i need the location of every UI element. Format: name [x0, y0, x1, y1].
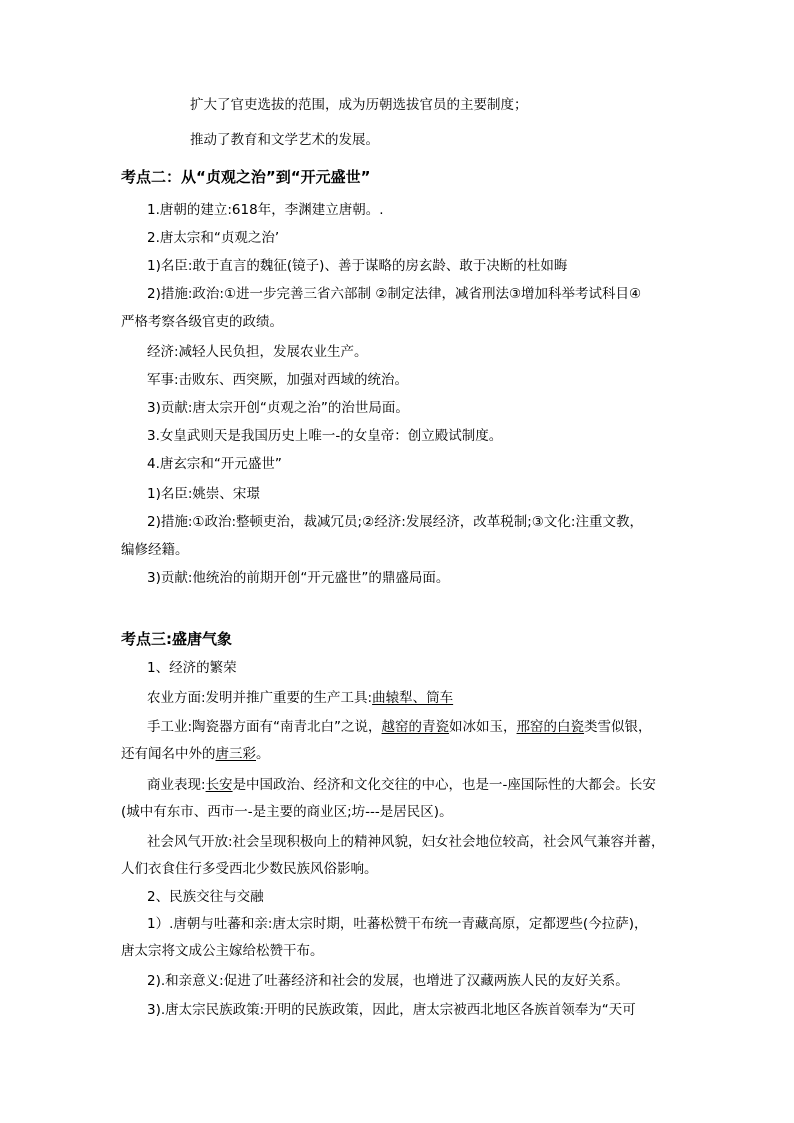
- society-line-2: 人们衣食住行多受西北少数民族风俗影响。: [121, 861, 378, 877]
- craft-text: 手工业:陶瓷器方面有“南青北白”之说，: [147, 719, 382, 735]
- craft-text: 类雪似银，: [584, 719, 652, 735]
- s2-line: 2)措施:政治:①进一步完善三省六部制 ②制定法律，减省刑法③增加科举考试科目④: [147, 286, 642, 302]
- craft-text: 如冰如玉，: [449, 719, 517, 735]
- s2-line: 2.唐太宗和“贞观之治’: [147, 230, 280, 246]
- agri-tools: 曲辕犁、筒车: [372, 690, 454, 706]
- yue-kiln: 越窑的青瓷: [381, 719, 450, 735]
- s2-line: 1)名臣:姚崇、宋璟: [147, 486, 260, 502]
- s3-line: 唐太宗将文成公主嫁给松赞干布。: [121, 943, 324, 959]
- agriculture-line: [147, 689, 453, 707]
- s2-line: 3)贡献:他统治的前期开创“开元盛世”的鼎盛局面。: [147, 570, 450, 586]
- craft-line-2: [121, 745, 270, 763]
- s2-line: 3)贡献:唐太宗开创“贞观之治”的治世局面。: [147, 400, 409, 416]
- commerce-line-1: [147, 776, 656, 794]
- s2-line: 1)名臣:敢于直言的魏征(镜子)、善于谋略的房玄龄、敢于决断的杜如晦: [147, 258, 568, 274]
- s2-line: 经济:减轻人民负担，发展农业生产。: [147, 344, 368, 360]
- xing-kiln: 邢窑的白瓷: [516, 719, 585, 735]
- s2-line: 3.女皇武则天是我国历史上唯一-的女皇帝：创立殿试制度。: [147, 428, 503, 444]
- craft-line-1: [147, 718, 652, 736]
- s2-line: 2)措施:①政治:整顿吏治，裁减冗员;②经济:发展经济，改革税制;③文化:注重文教，: [147, 514, 643, 530]
- commerce-line-2: (城中有东市、西市一-是主要的商业区;坊---是居民区)。: [121, 804, 453, 820]
- craft-text: 还有闻名中外的: [121, 746, 216, 762]
- intro-line-1: 扩大了官吏选拔的范围，成为历朝选拔官员的主要制度；: [190, 97, 528, 113]
- intro-line-2: 推动了教育和文学艺术的发展。: [190, 132, 379, 148]
- s3-line: 2、民族交往与交融: [147, 889, 264, 905]
- commerce-text: 是中国政治、经济和文化交往的中心，也是一-座国际性的大都会。长安: [232, 777, 656, 793]
- section3-heading: 考点三:盛唐气象: [121, 630, 232, 648]
- s2-line: 军事:击败东、西突厥，加强对西域的统治。: [147, 372, 409, 388]
- s2-line: 编修经籍。: [121, 542, 189, 558]
- craft-text: 。: [256, 746, 270, 762]
- tang-sancai: 唐三彩: [215, 746, 256, 762]
- s3-line: 3).唐太宗民族政策:开明的民族政策，因此，唐太宗被西北地区各族首领奉为“天可: [147, 1002, 636, 1018]
- s3-line: 1、经济的繁荣: [147, 660, 237, 676]
- s2-line: 4.唐玄宗和“开元盛世”: [147, 456, 282, 472]
- agri-text: 农业方面:发明并推广重要的生产工具:: [147, 690, 373, 706]
- section2-heading: 考点二：从“贞观之治”到“开元盛世”: [121, 168, 371, 186]
- changan: 长安: [205, 777, 233, 793]
- s2-line: 严格考察各级官吏的政绩。: [121, 314, 283, 330]
- commerce-text: 商业表现:: [147, 777, 206, 793]
- s3-line: 1）.唐朝与吐蕃和亲:唐太宗时期，吐蕃松赞干布统一青藏高原，定都逻些(今拉萨)，: [147, 916, 648, 932]
- s2-line: 1.唐朝的建立:618年，李渊建立唐朝。.: [147, 202, 384, 218]
- s3-line: 2).和亲意义:促进了吐蕃经济和社会的发展，也增进了汉藏两族人民的友好关系。: [147, 973, 629, 989]
- society-line-1: 社会风气开放:社会呈现积极向上的精神风貌，妇女社会地位较高，社会风气兼容并蓄，: [147, 834, 665, 850]
